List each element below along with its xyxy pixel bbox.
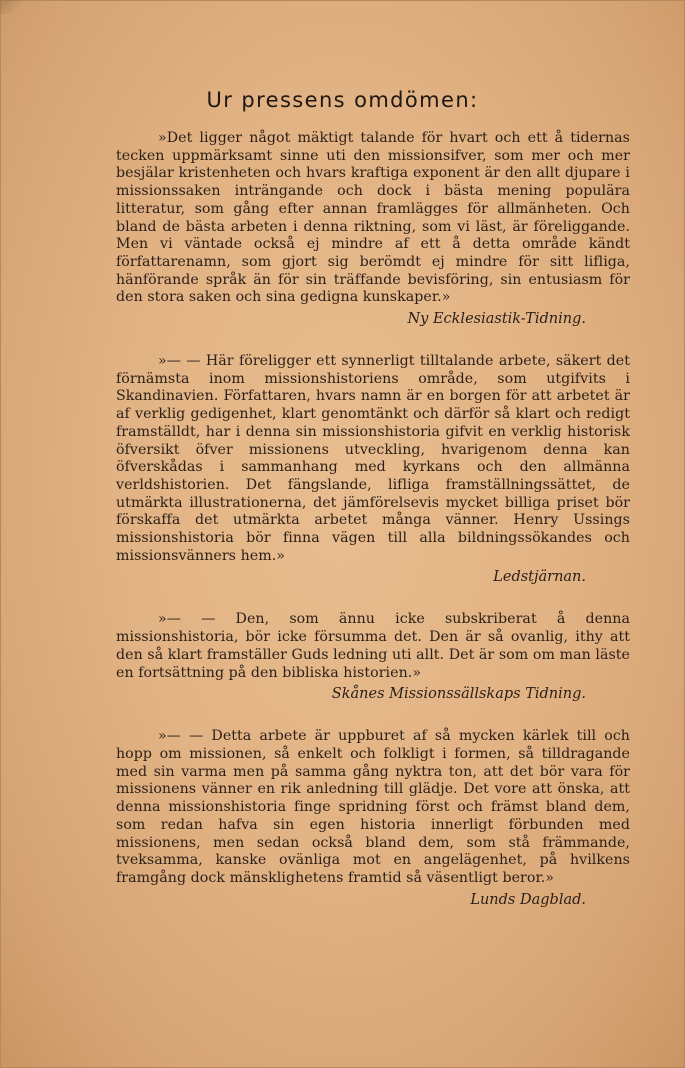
review-source: Skånes Missionssällskaps Tidning.	[331, 686, 586, 703]
review-quote: »— — Detta arbete är uppburet af så mycken kärlek till och hopp om missionen, så enkelt och folkligt i formen, så tilldragande med sin varma men på samma gång nyktra ton, att det bör vara för missionens vänner en rik anledning till glädje. Det vore att önska, att denna missionshistoria finge spridning först och främst bland dem, som redan hafva sin egen historia innerligt förbunden med missionens, men sedan också bland dem, som stå främmande, tveksamma, kanske ovänliga mot en angelägenhet, på hvilkens framgång dock mänsklighetens framtid så väsentligt beror.»	[116, 728, 630, 886]
review-quote: »— — Här föreligger ett synnerligt tilltalande arbete, säkert det förnämsta inom missionshistoriens område, som utgifvits i Skandinavien. Författaren, hvars namn är en borgen för att arbetet är af verklig gedigenhet, klart genomtänkt och därför så klart och redigt framställdt, har i denna sin missionshistoria gifvit en verklig historisk öfversikt öfver missionens utveckling, hvarigenom denna kan öfverskådas i sammanhang med kyrkans och den allmänna verldshistorien. Det fängslande, lifliga framställningssättet, de utmärkta illustrationerna, det jämförelsevis mycket billiga priset bör förskaffa det utmärkta arbetet många vänner. Henry Ussings missionshistoria bör finna vägen till alla bildningssökandes och missionsvänners hem.»	[116, 353, 630, 564]
review-source: Lunds Dagblad.	[470, 891, 586, 908]
folded-corner	[0, 0, 24, 14]
review-quote: »— — Den, som ännu icke subskriberat å denna missionshistoria, bör icke försumma det. Den är så ovanlig, ithy att den så klart framställer Guds ledning uti allt. Det är som om man läste en fortsättning på den bibliska historien.»	[116, 611, 630, 681]
review-block	[116, 353, 630, 587]
review-quote: »Det ligger något mäktigt talande för hvart och ett å tidernas tecken uppmärksamt sinne uti den missionsifver, som mer och mer besjälar kristenheten och hvars kraftiga exponent är den allt djupare i missionssaken inträngande och dock i bästa mening populära litteratur, som gång efter annan framlägges för allmänheten. Och bland de bästa arbeten i denna riktning, som vi läst, är föreliggande. Men vi väntade också ej mindre af ett å detta område kändt författarenamn, som gjort sig berömdt ej mindre för sitt lifliga, hänförande språk än för sin träffande bevisföring, sin entusiasm för den stora saken och sina gedigna kunskaper.»	[116, 130, 630, 306]
page-title: Ur pressens omdömen:	[206, 88, 479, 112]
review-source: Ledstjärnan.	[493, 569, 586, 586]
review-block	[116, 728, 630, 909]
press-reviews	[116, 130, 630, 932]
review-source: Ny Ecklesiastik-Tidning.	[407, 311, 586, 328]
review-block	[116, 611, 630, 704]
review-block	[116, 130, 630, 329]
